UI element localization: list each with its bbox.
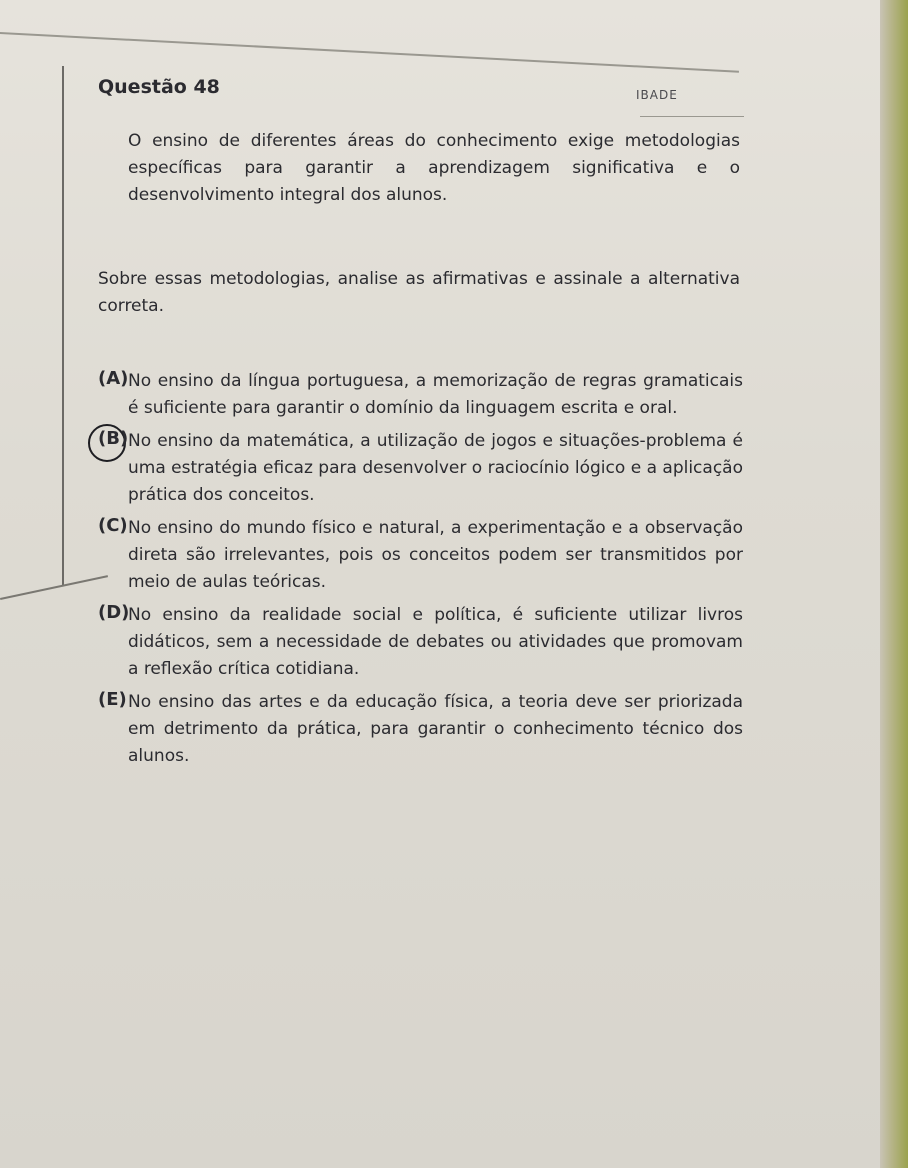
question-prompt: Sobre essas metodologias, analise as afirmativas e assinale a alternativa correta. xyxy=(98,269,740,316)
option-d[interactable] xyxy=(98,602,743,683)
page-rule-top xyxy=(0,32,739,73)
page-edge-background xyxy=(880,0,908,1168)
option-text: No ensino da língua portuguesa, a memorização de regras gramaticais é suficiente para garantir o domínio da linguagem escrita e oral. xyxy=(128,371,743,418)
option-e[interactable] xyxy=(98,689,743,770)
option-letter: (A) xyxy=(98,368,129,389)
option-letter: (C) xyxy=(98,515,128,536)
answer-options xyxy=(98,368,743,776)
margin-line xyxy=(62,66,64,586)
option-b[interactable] xyxy=(98,428,743,509)
pen-stroke-mark xyxy=(0,575,108,600)
option-letter: (D) xyxy=(98,602,130,623)
question-title: Questão 48 xyxy=(98,76,220,98)
option-text: No ensino do mundo físico e natural, a experimentação e a observação direta são irrelevantes, pois os conceitos podem ser transmitidos por meio de aulas teóricas. xyxy=(128,518,743,592)
question-intro: O ensino de diferentes áreas do conhecimento exige metodologias específicas para garantir a aprendizagem significativa e o desenvolvimento integral dos alunos. xyxy=(128,131,740,205)
option-text: No ensino das artes e da educação física, a teoria deve ser priorizada em detrimento da prática, para garantir o conhecimento técnico dos alunos. xyxy=(128,692,743,766)
option-letter: (E) xyxy=(98,689,127,710)
option-c[interactable] xyxy=(98,515,743,596)
option-letter: (B) xyxy=(98,428,129,449)
header-rule xyxy=(640,116,744,117)
source-tag: IBADE xyxy=(636,88,678,102)
option-text: No ensino da matemática, a utilização de jogos e situações-problema é uma estratégia eficaz para desenvolver o raciocínio lógico e a aplicação prática dos conceitos. xyxy=(128,431,743,505)
option-a[interactable] xyxy=(98,368,743,422)
option-text: No ensino da realidade social e política, é suficiente utilizar livros didáticos, sem a necessidade de debates ou atividades que promovam a reflexão crítica cotidiana. xyxy=(128,605,743,679)
